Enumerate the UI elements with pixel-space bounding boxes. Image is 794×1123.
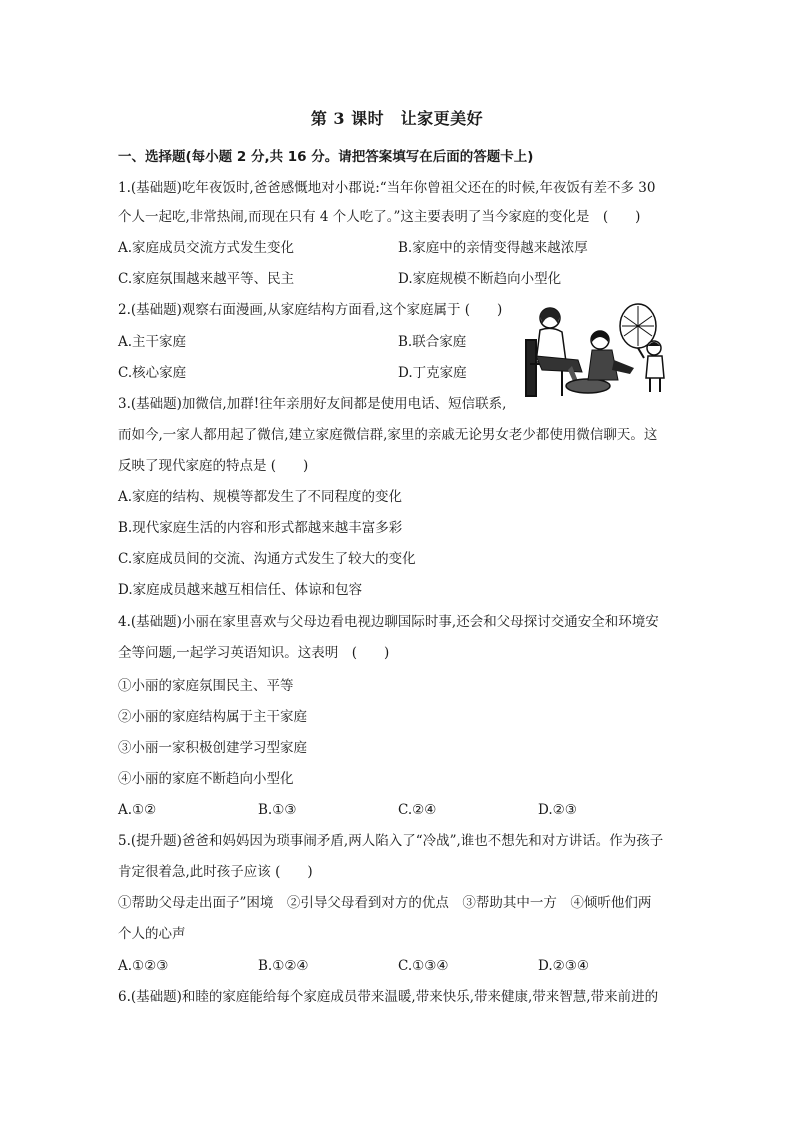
q4-option-d: D.②③ bbox=[538, 802, 577, 818]
q3-option-a: A.家庭的结构、规模等都发生了不同程度的变化 bbox=[118, 489, 403, 505]
q1-option-a: A.家庭成员交流方式发生变化 bbox=[118, 240, 295, 256]
q2-line1: 2.(基础题)观察右面漫画,从家庭结构方面看,这个家庭属于 ( ) bbox=[118, 302, 503, 318]
q5-line4: 个人的心声 bbox=[118, 926, 186, 942]
q1-line2: 个人一起吃,非常热闹,而现在只有 4 个人吃了。”这主要表明了当今家庭的变化是 ( ) bbox=[118, 209, 641, 225]
q4-option-c: C.②④ bbox=[398, 802, 437, 818]
q4-line1: 4.(基础题)小丽在家里喜欢与父母边看电视边聊国际时事,还会和父母探讨交通安全和环境安 bbox=[118, 614, 659, 630]
q3-option-d: D.家庭成员越来越互相信任、体谅和包容 bbox=[118, 582, 363, 598]
q5-line3: ①帮助父母走出面子”困境 ②引导父母看到对方的优点 ③帮助其中一方 ④倾听他们两 bbox=[118, 895, 652, 911]
q4-statement-3: ③小丽一家积极创建学习型家庭 bbox=[118, 740, 307, 756]
q3-option-c: C.家庭成员间的交流、沟通方式发生了较大的变化 bbox=[118, 551, 416, 567]
q3-line1: 3.(基础题)加微信,加群!往年亲朋好友间都是使用电话、短信联系, bbox=[118, 396, 507, 412]
q5-option-a: A.①②③ bbox=[118, 958, 169, 974]
q3-line2: 而如今,一家人都用起了微信,建立家庭微信群,家里的亲戚无论男女老少都使用微信聊天。这 bbox=[118, 427, 658, 443]
q4-statement-4: ④小丽的家庭不断趋向小型化 bbox=[118, 771, 294, 787]
q5-option-b: B.①②④ bbox=[258, 958, 309, 974]
page-title: 第 3 课时 让家更美好 bbox=[310, 109, 484, 128]
q1-line1: 1.(基础题)吃年夜饭时,爸爸感慨地对小郡说:“当年你曾祖父还在的时候,年夜饭有差不多 30 bbox=[118, 180, 656, 196]
q1-option-c: C.家庭氛围越来越平等、民主 bbox=[118, 271, 295, 287]
q1-option-d: D.家庭规模不断趋向小型化 bbox=[398, 271, 562, 287]
q2-option-d: D.丁克家庭 bbox=[398, 365, 467, 381]
q3-option-b: B.现代家庭生活的内容和形式都越来越丰富多彩 bbox=[118, 520, 403, 536]
q5-line2: 肯定很着急,此时孩子应该 ( ) bbox=[118, 864, 313, 880]
q6-line1: 6.(基础题)和睦的家庭能给每个家庭成员带来温暖,带来快乐,带来健康,带来智慧,带来前进的 bbox=[118, 989, 659, 1005]
q5-option-c: C.①③④ bbox=[398, 958, 449, 974]
family-cartoon-icon bbox=[522, 300, 672, 400]
q4-option-b: B.①③ bbox=[258, 802, 297, 818]
q1-option-b: B.家庭中的亲情变得越来越浓厚 bbox=[398, 240, 588, 256]
q2-option-b: B.联合家庭 bbox=[398, 334, 467, 350]
q5-option-d: D.②③④ bbox=[538, 958, 589, 974]
q5-line1: 5.(提升题)爸爸和妈妈因为琐事闹矛盾,两人陷入了“冷战”,谁也不想先和对方讲话。作为孩子 bbox=[118, 833, 664, 849]
q2-option-a: A.主干家庭 bbox=[118, 334, 187, 350]
q4-statement-1: ①小丽的家庭氛围民主、平等 bbox=[118, 678, 294, 694]
q3-line3: 反映了现代家庭的特点是 ( ) bbox=[118, 458, 309, 474]
section-heading: 一、选择题(每小题 2 分,共 16 分。请把答案填写在后面的答题卡上) bbox=[118, 149, 534, 165]
q2-option-c: C.核心家庭 bbox=[118, 365, 187, 381]
q4-statement-2: ②小丽的家庭结构属于主干家庭 bbox=[118, 709, 307, 725]
q4-line2: 全等问题,一起学习英语知识。这表明 ( ) bbox=[118, 645, 390, 661]
q4-option-a: A.①② bbox=[118, 802, 157, 818]
